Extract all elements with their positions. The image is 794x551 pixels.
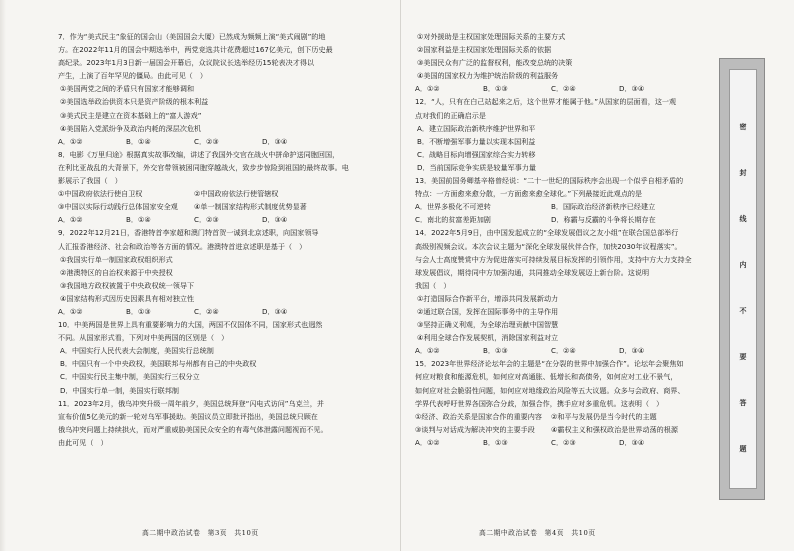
answer-option: A．①② [58,215,83,225]
binding-margin-box [729,69,757,489]
q15-statement: ③谈判与对话成为解决冲突的主要手段 [415,424,535,434]
q15-statement: ①经济、政治关系是国家合作的重要内容 [415,411,542,421]
binding-char: 封 [739,168,747,177]
q11-answer-options [415,82,717,95]
binding-char: 答 [739,398,747,407]
q9-stem: 9．2022年12月21日，香港特首李家超和澳门特首贺一诚到北京述职，向国家领导 [58,228,319,238]
q7-stem: 高纪录。2023年1月3日新一届国会开幕后，众议院议长选举经历15轮表决才得以 [58,58,315,68]
q9-statement: ④国家结构形式因历史因素具有相对独立性 [60,293,195,303]
q8-stem: 8．电影《万里归途》根据真实故事改编，讲述了我国外交官在战火中拼命护送同胞回国， [58,149,340,159]
answer-option: D．③④ [262,136,288,146]
q14-statement: ④利用全球合作发展契机，消除国家利益对立 [417,333,559,343]
q8-stem: 在利比亚战乱的大背景下，外交官带领被困同胞穿越战火，致步步惊险到祖国的最终故事。电 [58,162,349,172]
exam-page-right [401,0,794,551]
q15-stem: 如何应对社会脆弱性问题，如何应对地缘政治风险等五大议题。众多与会政府、商界、 [415,385,685,395]
q7-statement: ②美国选举政治供资本只是资产阶级的根本利益 [60,97,209,107]
q11-statement: ③美国民众有广泛的监督权利，能改变总统的决策 [417,58,573,68]
binding-char: 内 [739,260,747,269]
binding-char: 密 [739,122,747,131]
q8-statements-row [58,200,358,213]
q8-statement: ①中国政府依法行使自卫权 [58,189,143,199]
q8-statement: ④单一制国家结构形式制度优势显著 [194,202,307,212]
q14-stem: 14．2022年5月9日，由中国发起成立的“全球发展倡议之友小组”在联合国总部举行 [415,228,679,238]
right-question-column [415,30,717,449]
answer-option: C．②③ [551,437,576,447]
answer-option: D．③④ [619,437,645,447]
q12-stem: 12．“人，只有在白己站起来之后，这个世界才能属于他。”从国家的层面看，这一观 [415,97,677,107]
q12-stem: 点对我们的正确启示是 [415,110,486,120]
answer-option: D．③④ [619,346,645,356]
q13-options-row [415,213,717,226]
answer-option: C．②④ [551,84,576,94]
answer-option: C．②③ [194,136,219,146]
binding-char: 不 [739,306,747,315]
answer-option: B．①③ [483,84,508,94]
q14-stem: 我国（ ） [415,280,451,290]
q14-statement: ③坚持正确义利观，为全球治理贡献中国智慧 [417,320,559,330]
q9-answer-options [58,305,358,318]
q15-stem: 何应对粮食和能源危机，如何应对高通胀、低增长和高债务，如何应对工业不景气， [415,372,678,382]
q11-stem: 由此可见（ ） [58,437,108,447]
q12-option: D．当前国际竞争实质是较量军事力量 [417,162,536,172]
answer-option: A．①② [58,306,83,316]
q12-option: A．建立国际政治新秩序维护世界和平 [417,123,536,133]
answer-option: B．①③ [483,437,508,447]
q15-answer-options [415,436,717,449]
q14-statement: ①打造国际合作新平台，增添共同发展新动力 [417,293,559,303]
binding-margin-strip [719,58,765,500]
q7-stem: 7．作为“美式民主”象征的国会山（美国国会大厦）已然成为频频上演“美式闹剧”的地 [58,32,326,41]
answer-option: B．①④ [126,136,151,146]
q14-statement: ②通过联合国，发挥在国际事务中的主导作用 [417,306,559,316]
q8-statement: ③中国以实际行动践行总体国家安全观 [58,202,178,212]
q7-answer-options [58,135,358,148]
q14-answer-options [415,344,717,357]
q7-stem: 产生，上演了百年罕见的僵局。由此可见（ ） [58,71,207,81]
q15-statements-row [415,423,717,436]
answer-option: D．③④ [262,215,288,225]
answer-option: B．①③ [126,306,151,316]
binding-char: 要 [739,352,747,361]
answer-option: D．③④ [619,84,645,94]
q11-stem: 宣布价值5亿美元的新一轮对乌军事援助。美国议员立即批评指出，美国总统只顾在 [58,411,318,421]
q7-statement: ③美式民主是建立在资本基础上的“富人游戏” [60,110,202,120]
answer-option: B．①④ [126,215,151,225]
q9-statement: ③我国地方政权被置于中央政权统一领导下 [60,280,195,290]
answer-option: A．①② [415,437,440,447]
q13-option: C．南北的贫富差距加剧 [415,215,491,225]
q10-option: B．中国只有一个中央政权，美国联邦与州都有自己的中央政权 [60,359,257,369]
q7-stem: 方。在2022年11月的国会中期选举中，两党竞选共计花费超过167亿美元，创下历史最 [58,45,333,55]
q13-option: A．世界多极化不可逆转 [415,202,491,212]
q8-statements-row [58,187,358,200]
q8-stem: 影展示了我国（ ） [58,176,122,186]
q10-stem: 不同。从国家形式看，下列对中美两国的区别是（ ） [58,333,229,343]
q10-option: C．中国实行民主集中制，美国实行三权分立 [60,372,200,382]
q11-statement: ①对外援助是主权国家处理国际关系的主要方式 [417,32,566,41]
answer-option: B．①③ [483,346,508,356]
binding-char: 线 [739,214,747,223]
q11-statement: ②国家利益是主权国家处理国际关系的依据 [417,45,552,55]
page-footer: 高二期中政治试卷 第3页 共10页 [142,529,259,537]
q11-stem: 俄乌冲突问题上持续拱火，而对严重威胁美国民众安全的有毒气体泄露问题视而不见。 [58,424,328,434]
q13-stem: 特点：一方面愈来愈分散，一方面愈来愈全球化。”下列最接近此观点的是 [415,189,643,199]
q11-stem: 11．2023年2月，俄乌冲突升级一周年前夕，美国总统拜登“闪电式访问”乌克兰，并 [58,398,324,408]
q15-statement: ②和平与发展仍是当今时代的主题 [551,411,657,421]
page-footer: 高二期中政治试卷 第4页 共10页 [479,529,596,537]
answer-option: C．②③ [194,215,219,225]
q14-stem: 球发展倡议，期待同中方加强沟通，共同推动全球发展迈上新台阶。这说明 [415,267,650,277]
left-question-column [58,30,358,449]
q15-statement: ④霸权主义和强权政治是世界动荡的根源 [551,424,678,434]
scan-edge [0,0,6,551]
q9-statement: ②港澳特区的自治权来源于中央授权 [60,267,173,277]
q13-option: B．国际政治经济新秩序已经建立 [551,202,656,212]
answer-option: A．①② [415,84,440,94]
answer-option: D．③④ [262,306,288,316]
q14-stem: 与会人士高度赞赏中方为促进落实可持续发展目标发挥的引领作用，支持中方大力支持全 [415,254,692,264]
q15-stem: 学界代表呼吁世界各国弥合分歧，加强合作，携手应对多重危机。这表明（ ） [415,398,664,408]
answer-option: C．②④ [551,346,576,356]
q13-stem: 13．美国前国务卿基辛格曾经说：“二十一世纪的国际秩序会出现一个似乎自相矛盾的 [415,176,684,186]
q13-options-row [415,200,717,213]
q15-statements-row [415,410,717,423]
q12-option: B．不断增强军事力量以实现本国利益 [417,136,536,146]
q8-statement: ②中国政府依法行使管辖权 [194,189,279,199]
q10-stem: 10．中美两国是世界上具有重要影响力的大国，两国不仅国体不同，国家形式也迥然 [58,320,323,330]
q15-stem: 15．2023年世界经济论坛年会的主题是“在分裂的世界中加强合作”。论坛年会聚焦如 [415,359,684,369]
q9-stem: 人汇报香港经济、社会和政治等各方面的情况。港澳特首进京述职是基于（ ） [58,241,307,251]
answer-option: A．①② [58,136,83,146]
q13-option: D．称霸与反霸的斗争将长期存在 [551,215,656,225]
binding-char: 题 [739,444,747,453]
q8-answer-options [58,213,358,226]
q11-statement: ④美国的国家权力为维护统治阶级的利益服务 [417,71,559,81]
answer-option: A．①② [415,346,440,356]
q10-option: D．中国实行单一制，美国实行联邦制 [60,385,179,395]
q12-option: C．战略目标向增强国家综合实力转移 [417,149,536,159]
answer-option: C．②④ [194,306,219,316]
q7-statement: ④美国陷入党派纷争及政治内耗的深层次危机 [60,123,202,133]
q7-statement: ①美国两党之间的矛盾只有国家才能够调和 [60,84,195,94]
q10-option: A．中国实行人民代表大会制度，美国实行总统制 [60,346,214,356]
q9-statement: ①我国实行单一制国家政权组织形式 [60,254,173,264]
q14-stem: 高级别视频会议。本次会议主题为“深化全球发展伙伴合作，加快2030年议程落实”。 [415,241,682,251]
